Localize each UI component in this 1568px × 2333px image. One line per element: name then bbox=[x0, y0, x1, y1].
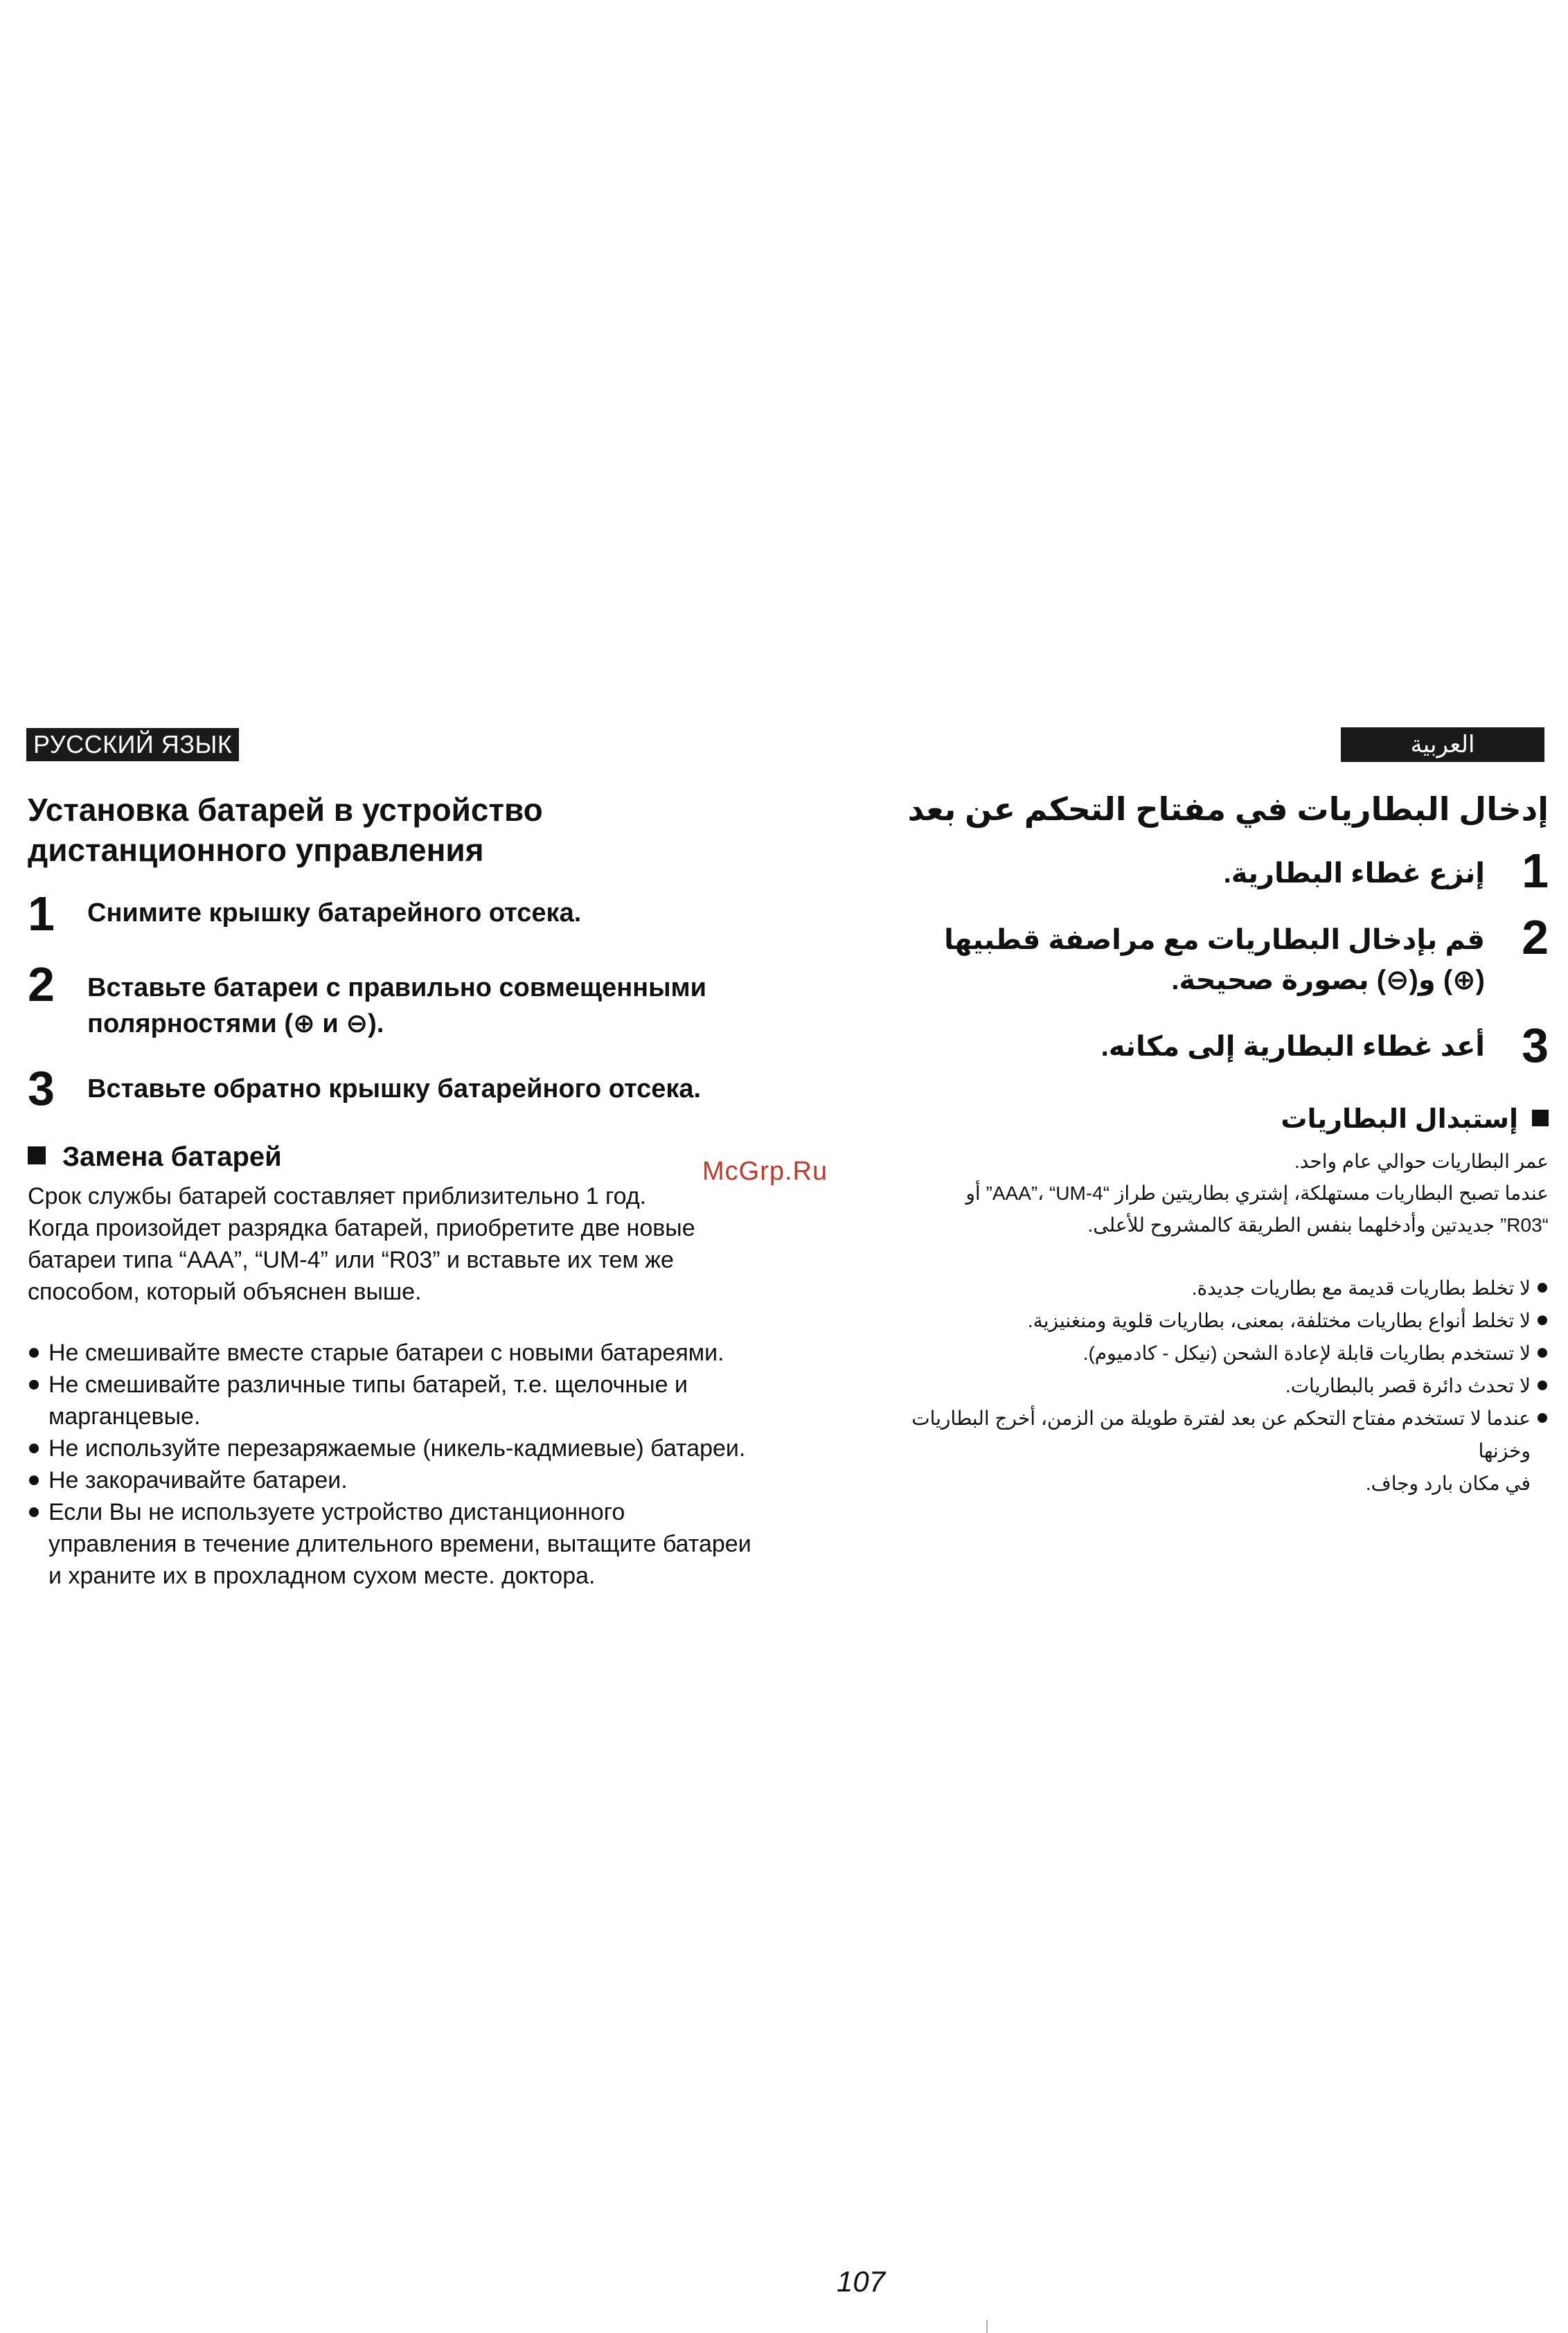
paragraph-line: “R03” جديدتين وأدخلهما بنفس الطريقة كالمشروح للأعلى. bbox=[1087, 1214, 1549, 1236]
bullet-dot-icon bbox=[1538, 1315, 1547, 1325]
bullet-dot-icon bbox=[1538, 1283, 1547, 1293]
list-item-line: марганцевые. bbox=[48, 1403, 201, 1430]
ar-step-text-line: (⊕) و(⊖) بصورة صحيحة. bbox=[1171, 965, 1485, 995]
subheading-text: Замена батарей bbox=[62, 1142, 282, 1172]
bullet-dot-icon bbox=[29, 1475, 39, 1485]
list-item bbox=[856, 1304, 1549, 1337]
paragraph-line: батареи типа “AAA”, “UM-4” или “R03” и вставьте их тем же bbox=[28, 1247, 674, 1273]
watermark: McGrp.Ru bbox=[702, 1157, 828, 1186]
ar-step-text bbox=[862, 920, 1485, 1000]
bullet-dot-icon bbox=[29, 1380, 39, 1390]
subheading-battery-replacement-ar bbox=[1281, 1101, 1549, 1137]
ar-step-text-line: أعد غطاء البطارية إلى مكانه. bbox=[1101, 1031, 1485, 1062]
section-title-ar: إدخال البطاريات في مفتاح التحكم عن بعد bbox=[907, 791, 1549, 827]
list-item bbox=[28, 1496, 838, 1592]
list-item bbox=[28, 1432, 838, 1464]
subheading-text: إستبدال البطاريات bbox=[1281, 1105, 1518, 1134]
section-title-ru bbox=[28, 790, 790, 870]
ru-step-text-line: полярностями (⊕ и ⊖). bbox=[87, 1009, 384, 1038]
list-item-line: لا تستخدم بطاريات قابلة لإعادة الشحن (نيكل - كادميوم). bbox=[1083, 1342, 1531, 1364]
ar-step-number: 2 bbox=[1522, 910, 1549, 964]
square-bullet-icon bbox=[28, 1146, 46, 1164]
section-title-ru-line1: Установка батарей в устройство bbox=[28, 792, 543, 828]
list-item bbox=[856, 1272, 1549, 1304]
list-item-line: Не смешивайте вместе старые батареи с новыми батареями. bbox=[48, 1340, 724, 1366]
list-item-line: لا تخلط بطاريات قديمة مع بطاريات جديدة. bbox=[1191, 1277, 1531, 1299]
list-item-line: и храните их в прохладном сухом месте. доктора. bbox=[48, 1563, 596, 1589]
list-item-line: لا تخلط أنواع بطاريات مختلفة، بمعنى، بطاريات قلوية ومنغنيزية. bbox=[1027, 1310, 1531, 1331]
ar-step-number: 3 bbox=[1522, 1018, 1549, 1072]
section-title-ru-line2: дистанционного управления bbox=[28, 832, 484, 868]
paragraph-line: عندما تصبح البطاريات مستهلكة، إشتري بطاريتين طراز “AAA”، “UM-4” أو bbox=[965, 1182, 1549, 1204]
bullet-list-ru bbox=[28, 1337, 838, 1592]
paragraph-line: عمر البطاريات حوالي عام واحد. bbox=[1294, 1151, 1549, 1172]
ru-step-number: 3 bbox=[28, 1061, 55, 1115]
ar-step-text bbox=[862, 1027, 1485, 1067]
list-item-line: لا تحدث دائرة قصر بالبطاريات. bbox=[1285, 1375, 1531, 1396]
ar-step-number: 1 bbox=[1522, 844, 1549, 898]
ar-step-text-line: إنزع غطاء البطارية. bbox=[1223, 858, 1485, 889]
bullet-list-ar bbox=[856, 1272, 1549, 1500]
list-item bbox=[28, 1464, 838, 1496]
list-item-line: управления в течение длительного времени, вытащите батареи bbox=[48, 1531, 751, 1557]
language-tag-russian: РУССКИЙ ЯЗЫК bbox=[26, 728, 239, 761]
paragraph-line: Срок службы батарей составляет приблизительно 1 год. bbox=[28, 1183, 647, 1209]
bullet-dot-icon bbox=[29, 1444, 39, 1453]
list-item-line: Не закорачивайте батареи. bbox=[48, 1467, 348, 1493]
ru-step-text-line: Вставьте батареи с правильно совмещенными bbox=[87, 973, 707, 1002]
ar-step-text bbox=[862, 853, 1485, 894]
ru-step-text bbox=[87, 970, 828, 1042]
bullet-dot-icon bbox=[29, 1507, 39, 1517]
paragraph-line: Когда произойдет разрядка батарей, приобретите две новые bbox=[28, 1215, 695, 1241]
language-tag-arabic: العربية bbox=[1341, 727, 1544, 762]
ru-step-number: 1 bbox=[28, 887, 55, 941]
ru-step-text-line: Снимите крышку батарейного отсека. bbox=[87, 898, 582, 928]
list-item bbox=[856, 1337, 1549, 1369]
bullet-dot-icon bbox=[29, 1348, 39, 1358]
list-item bbox=[856, 1369, 1549, 1402]
list-item-line: في مكان بارد وجاف. bbox=[1365, 1473, 1531, 1494]
list-item-line: Если Вы не используете устройство дистанционного bbox=[48, 1499, 625, 1525]
bullet-dot-icon bbox=[1538, 1413, 1547, 1423]
crop-mark bbox=[986, 2321, 988, 2333]
list-item-line: Не смешивайте различные типы батарей, т.е. щелочные и bbox=[48, 1372, 688, 1398]
list-item bbox=[28, 1337, 838, 1369]
paragraph-ru bbox=[28, 1180, 817, 1308]
ru-step-text bbox=[87, 1071, 828, 1107]
page-number: 107 bbox=[837, 2265, 886, 2298]
square-bullet-icon bbox=[1532, 1110, 1549, 1126]
ar-step-text-line: قم بإدخال البطاريات مع مراصفة قطبيها bbox=[944, 925, 1485, 955]
bullet-dot-icon bbox=[1538, 1348, 1547, 1358]
ru-step-text bbox=[87, 895, 828, 931]
list-item-line: Не используйте перезаряжаемые (никель-кадмиевые) батареи. bbox=[48, 1435, 746, 1462]
paragraph-line: способом, который объяснен выше. bbox=[28, 1279, 422, 1305]
subheading-battery-replacement-ru bbox=[28, 1139, 282, 1175]
list-item bbox=[856, 1402, 1549, 1500]
ru-step-text-line: Вставьте обратно крышку батарейного отсека. bbox=[87, 1074, 702, 1103]
list-item-line: عندما لا تستخدم مفتاح التحكم عن بعد لفترة طويلة من الزمن، أخرج البطاريات وخزنها bbox=[911, 1408, 1531, 1462]
bullet-dot-icon bbox=[1538, 1381, 1547, 1390]
list-item bbox=[28, 1369, 838, 1432]
ru-step-number: 2 bbox=[28, 957, 55, 1011]
paragraph-ar bbox=[884, 1146, 1549, 1241]
